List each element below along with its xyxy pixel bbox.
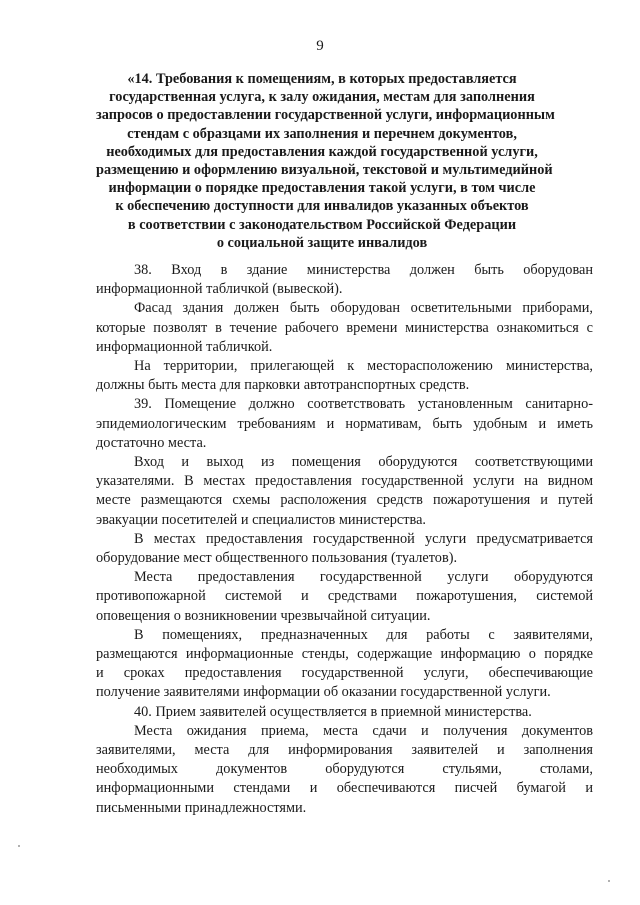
heading-line: необходимых для предоставления каждой государственной услуги, (106, 143, 538, 160)
paragraph (96, 626, 593, 703)
body-text (96, 261, 593, 818)
paragraph-line: оповещения о возникновении чрезвычайной ситуации. (96, 607, 431, 624)
paragraph-line: 40. Прием заявителей осуществляется в приемной министерства. (134, 703, 532, 720)
heading-line: размещению и оформлению визуальной, текстовой и мультимедийной (96, 162, 553, 179)
paragraph-line: письменными принадлежностями. (96, 799, 307, 816)
paragraph-line: достаточно места. (96, 434, 207, 451)
paragraph-line: На территории, прилегающей к месторасположению министерства, (134, 358, 593, 375)
paragraph (96, 395, 593, 453)
paragraph-line: В помещениях, предназначенных для работы с заявителями, (134, 626, 593, 643)
heading-line: «14. Требования к помещениям, в которых предоставляется (127, 71, 517, 87)
heading-line: к обеспечению доступности для инвалидов указанных объектов (115, 198, 529, 215)
paragraph (96, 530, 593, 568)
heading-line: государственная услуга, к залу ожидания, местам для заполнения (109, 89, 535, 106)
paragraph-line: Места предоставления государственной услуги оборудуются (134, 569, 593, 586)
paragraph-line: В местах предоставления государственной услуги предусматривается (134, 530, 593, 547)
paragraph (96, 357, 593, 395)
paragraph-line: размещаются информационные стенды, содержащие информацию о порядке (96, 646, 593, 663)
paragraph-line: месте размещаются схемы расположения средств пожаротушения и путей (96, 492, 593, 509)
scan-speck (608, 880, 610, 882)
paragraph-line: должны быть места для парковки автотранспортных средств. (96, 377, 470, 394)
paragraph-line: и сроках предоставления государственной услуги, обеспечивающие (96, 665, 593, 682)
paragraph-line: заявителями, места для информирования заявителей и заполнения (96, 742, 593, 759)
paragraph-line: информационной табличкой. (96, 338, 273, 355)
paragraph-line: информационными стендами и обеспечиваются писчей бумагой и (96, 780, 593, 797)
paragraph-line: Вход и выход из помещения оборудуются соответствующими (134, 454, 593, 471)
paragraph-line: получение заявителями информации об оказании государственной услуги. (96, 684, 551, 701)
paragraph-line: которые позволят в течение рабочего времени министерства ознакомиться с (96, 319, 593, 336)
paragraph-line: противопожарной системой и средствами пожаротушения, системой (96, 588, 593, 605)
paragraph (96, 299, 593, 357)
section-heading (96, 70, 555, 252)
paragraph (96, 453, 593, 530)
paragraph-line: 39. Помещение должно соответствовать установленным санитарно- (134, 396, 593, 413)
page-number: 9 (316, 38, 324, 54)
paragraph-line: эпидемиологическим требованиям и нормативам, быть удобным и иметь (96, 415, 593, 432)
paragraph-line: эвакуации посетителей и специалистов министерства. (96, 511, 427, 528)
paragraph-line: оборудование мест общественного пользования (туалетов). (96, 550, 458, 567)
scan-speck (18, 845, 20, 847)
heading-line: запросов о предоставлении государственной услуги, информационным (96, 107, 555, 124)
heading-line: в соответствии с законодательством Российской Федерации (127, 216, 517, 233)
paragraph (96, 261, 593, 299)
paragraph-line: указателями. В местах предоставления государственной услуги на видном (96, 473, 593, 490)
paragraph-line: информационной табличкой (вывеской). (96, 281, 343, 298)
paragraph-line: необходимых документов оборудуются стульями, столами, (96, 761, 593, 778)
heading-line: стендам с образцами их заполнения и перечнем документов, (127, 125, 517, 142)
paragraph (96, 722, 593, 818)
paragraph (96, 703, 593, 722)
heading-line: информации о порядке предоставления такой услуги, в том числе (108, 180, 536, 197)
paragraph (96, 568, 593, 626)
heading-line: о социальной защите инвалидов (216, 234, 428, 251)
paragraph-line: 38. Вход в здание министерства должен быть оборудован (134, 262, 593, 278)
paragraph-line: Фасад здания должен быть оборудован осветительными приборами, (134, 300, 593, 317)
paragraph-line: Места ожидания приема, места сдачи и получения документов (134, 722, 593, 739)
